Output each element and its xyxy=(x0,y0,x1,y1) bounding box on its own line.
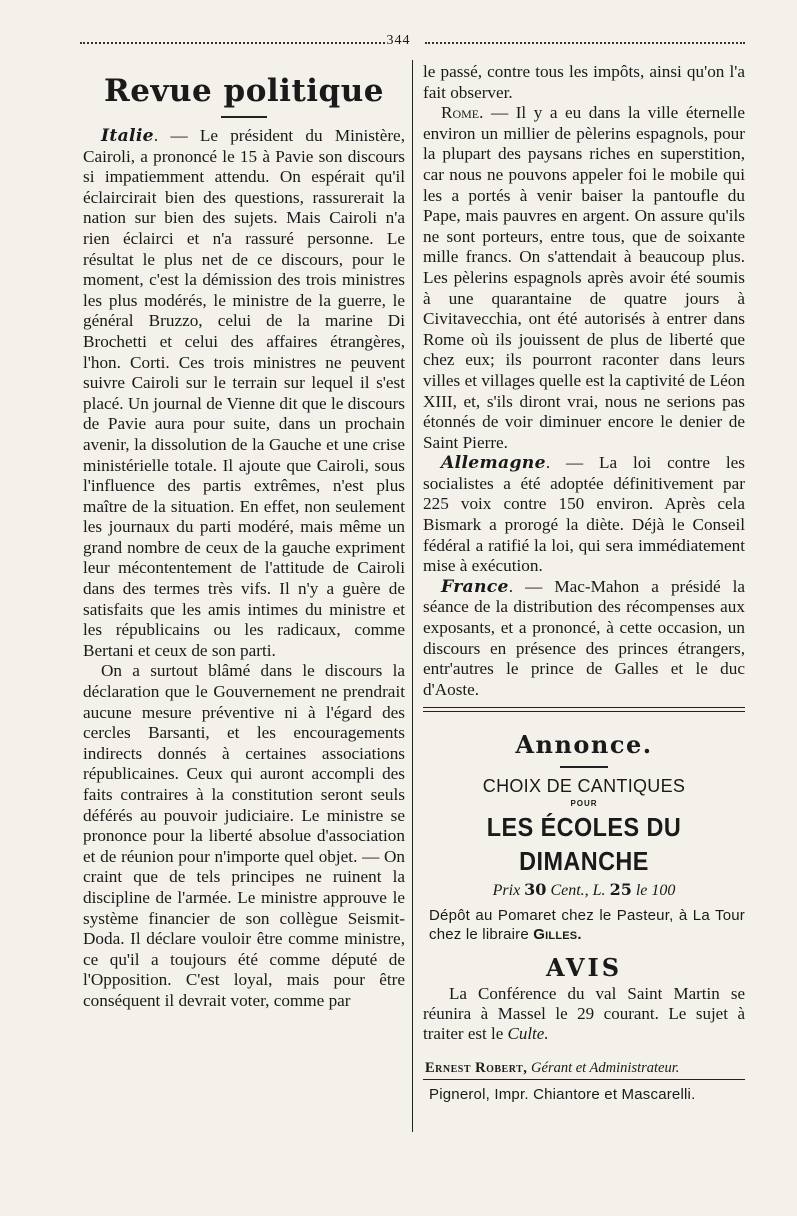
annonce-depot xyxy=(429,906,745,944)
annonce-pour: POUR xyxy=(570,799,598,809)
article-rome-text: . — Il y a eu dans la ville éternelle environ un millier de pèlerins espagnols, pour la plupart des paysans riches en superstition, car nous ne pouvons appeler foi le mobile qui les a portés à venir baiser la pantoufle du Pape, mais pauvres en argent. On assure qu'ils ne sont porteurs, entre tous, que de soixante mille francs. On s'attendait à beaucoup plus. Les pèlerins espagnols après avoir été soumis à une quarantaine de quatre jours à Civitavecchia, ont été autorisés à entrer dans Rome où ils jouissent de plus de liberté que chez eux; ils pourront raconter dans leurs villes et villages quelle est la captivité de Léon XIII, et, s'ils diront vrai, nous ne serions pas étonnés de voir diminuer encore le denier de Saint Pierre. xyxy=(423,103,745,452)
rubric-italie: Italie xyxy=(101,126,154,146)
annonce-rule-top xyxy=(423,707,745,708)
avis-title: AVIS xyxy=(545,953,623,983)
rubric-allemagne: Allemagne xyxy=(441,453,546,474)
imprint-line: Pignerol, Impr. Chiantore et Mascarelli. xyxy=(429,1086,696,1104)
price-value-1: 30 xyxy=(524,880,547,900)
annonce-rule-bottom xyxy=(423,711,745,712)
article-italie-text: . — Le président du Ministère, Cairoli, a prononcé le 15 à Pavie son discours si impatiemment attendu. On espérait qu'il éclaircirait bien des questions, rassurerait la nation sur bien des sujets. Mais Cairoli n'a rien éclairci et n'a rassuré personne. Le résultat le plus net de ce discours, pour le moment, c'est la démission des trois ministres les plus modérés, le ministre de la guerre, le général Bruzzo, celui de la marine Di Brochetti et celui des affaires étrangères, l'hon. Corti. Ces trois ministres ne peuvent suivre Cairoli sur le terrain sur lequel il s'est placé. Un journal de Vienne dit que le discours de Pavie aura pour suite, dans un prochain avenir, la dissolution de la Gauche et une crise ministérielle totale. Il ajoute que Cairoli, sous l'influence des partis extrêmes, n'est plus maître de la situation. En effet, non seulement les journaux du parti modéré, mais même un grand nombre de ceux de la gauche expriment leur mécontentement de l'attitude de Cairoli dans des termes très vifs. Il n'y a guère de satisfaits que les amis intimes du ministre et les républicains ou les radicaux, comme Bertani et ceux de son parti. xyxy=(83,126,405,660)
article-allemagne xyxy=(423,453,745,577)
annonce-title: Annonce. xyxy=(515,730,653,760)
column-divider xyxy=(412,60,413,1132)
price-mid: Cent., L. xyxy=(550,882,606,900)
depot-name: Gilles. xyxy=(533,926,582,944)
annonce-line-ecoles: LES ÉCOLES DU DIMANCHE xyxy=(486,812,682,877)
depot-text: Dépôt au Pomaret chez le Pasteur, à La Tour chez le libraire xyxy=(429,907,745,944)
rubric-rome: Rome xyxy=(441,103,480,123)
article-allemagne-text: . — La loi contre les socialistes a été adoptée définitivement par 225 voix contre 150 environ. Après cela Bismark a prorogé la diète. Déjà le Conseil fédéral a ratifié la loi, qui sera immédiatement mise à exécution. xyxy=(423,453,745,576)
left-column xyxy=(83,62,405,1012)
annonce-rule xyxy=(560,766,608,768)
section-title: Revue politique xyxy=(104,73,384,109)
article-rome xyxy=(423,103,745,453)
price-end: le 100 xyxy=(635,882,676,900)
gerant-line xyxy=(425,1058,745,1078)
annonce-line-cantiques: CHOIX DE CANTIQUES xyxy=(482,776,686,797)
price-value-2: 25 xyxy=(609,880,632,900)
page-number: 344 xyxy=(386,33,411,48)
avis-text-main: La Conférence du val Saint Martin se réunira à Massel le 29 courant. Le sujet à traiter est le xyxy=(423,984,745,1044)
rubric-france: France xyxy=(441,576,509,597)
gerant-role: Gérant et Administrateur. xyxy=(531,1060,680,1077)
article-italie xyxy=(83,126,405,661)
avis-text xyxy=(423,984,745,1044)
article-continuation: le passé, contre tous les impôts, ainsi qu'on l'a fait observer. xyxy=(423,62,745,102)
right-column xyxy=(423,62,745,1106)
avis-text-italic: Culte. xyxy=(507,1024,549,1044)
gerant-name: Ernest Robert, xyxy=(425,1060,528,1077)
annonce-price xyxy=(423,880,745,900)
header-rule-right xyxy=(425,42,745,44)
title-rule xyxy=(221,116,267,118)
article-france xyxy=(423,577,745,701)
article-italie-blame: On a surtout blâmé dans le discours la déclaration que le Gouvernement ne prendrait aucune mesure préventive ni à l'égard des cercles Barsanti, et les encouragements indirects donnés à certaines associations républicaines. Ceux qui auront accompli des faits contraires à la constitution seront seuls déférés au pouvoir judiciaire. Le ministre se prononce pour la liberté absolue d'association et de réunion pour n'importe quel objet. — On craint que de tels principes ne ruinent la discipline de l'armée. Le ministre approuve le système financier de son collègue Seismit-Doda. Il déclare vouloir être comme ministre, ce qu'il a toujours été comme député de l'Opposition. C'est loyal, mais pour être conséquent il devrait voter, comme par xyxy=(83,661,405,1010)
price-label: Prix xyxy=(492,882,521,900)
article-france-text: . — Mac-Mahon a présidé la séance de la distribution des récompenses aux exposants, et a prononcé, à cette occasion, un discours en présence des princes étrangers, entr'autres le prince de Galles et le duc d'Aoste. xyxy=(423,576,745,699)
header-rule-left xyxy=(80,42,385,44)
imprint-rule xyxy=(423,1079,745,1080)
